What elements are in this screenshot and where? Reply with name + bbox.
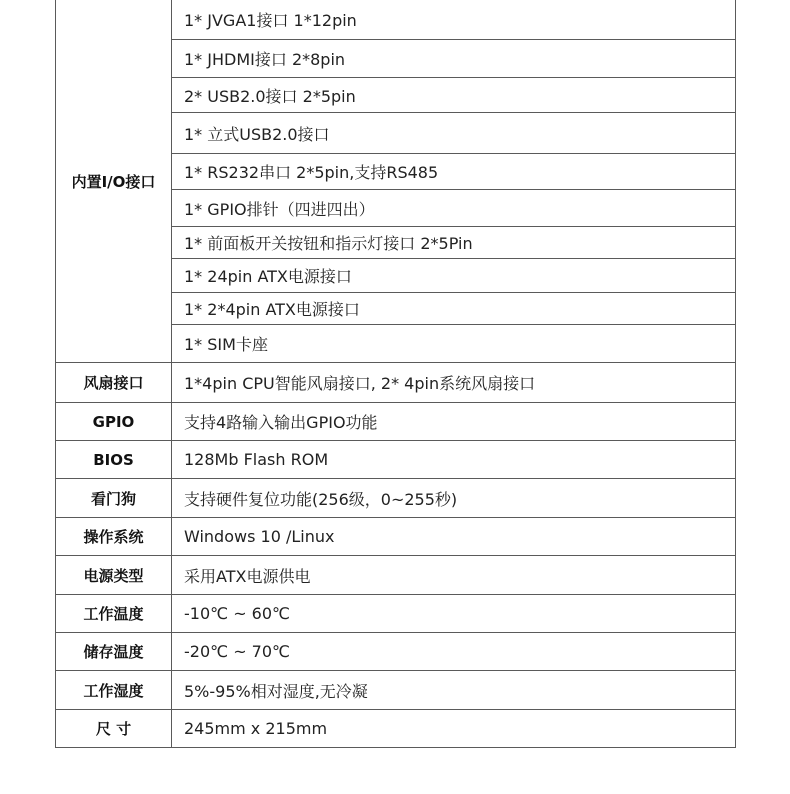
spec-value-os: Windows 10 /Linux: [172, 518, 736, 556]
spec-label-os: 操作系统: [56, 518, 172, 556]
io-item: 2* USB2.0接口 2*5pin: [172, 78, 736, 113]
table-row: [56, 595, 736, 633]
spec-label-dimensions: 尺 寸: [56, 710, 172, 748]
table-row: [56, 0, 736, 40]
spec-value-operating-temp: -10℃ ~ 60℃: [172, 595, 736, 633]
io-item: 1* 24pin ATX电源接口: [172, 259, 736, 293]
table-row: [56, 671, 736, 710]
io-section-label: 内置I/O接口: [56, 0, 172, 363]
spec-value-fan: 1*4pin CPU智能风扇接口, 2* 4pin系统风扇接口: [172, 363, 736, 403]
spec-label-gpio: GPIO: [56, 403, 172, 441]
io-item: 1* 立式USB2.0接口: [172, 113, 736, 154]
table-row: [56, 363, 736, 403]
spec-value-humidity: 5%-95%相对湿度,无冷凝: [172, 671, 736, 710]
io-item: 1* SIM卡座: [172, 325, 736, 363]
io-item: 1* 2*4pin ATX电源接口: [172, 293, 736, 325]
io-item: 1* 前面板开关按钮和指示灯接口 2*5Pin: [172, 227, 736, 259]
table-row: [56, 441, 736, 479]
io-item: 1* RS232串口 2*5pin,支持RS485: [172, 154, 736, 190]
io-item: 1* GPIO排针（四进四出）: [172, 190, 736, 227]
table-row: [56, 518, 736, 556]
spec-label-bios: BIOS: [56, 441, 172, 479]
spec-label-operating-temp: 工作温度: [56, 595, 172, 633]
table-row: [56, 479, 736, 518]
spec-value-storage-temp: -20℃ ~ 70℃: [172, 633, 736, 671]
spec-label-storage-temp: 储存温度: [56, 633, 172, 671]
table-row: [56, 403, 736, 441]
io-item: 1* JVGA1接口 1*12pin: [172, 0, 736, 40]
spec-label-watchdog: 看门狗: [56, 479, 172, 518]
table-row: [56, 710, 736, 748]
spec-value-power: 采用ATX电源供电: [172, 556, 736, 595]
spec-label-humidity: 工作湿度: [56, 671, 172, 710]
spec-label-power: 电源类型: [56, 556, 172, 595]
spec-table: [55, 0, 736, 748]
spec-value-gpio: 支持4路输入输出GPIO功能: [172, 403, 736, 441]
spec-value-dimensions: 245mm x 215mm: [172, 710, 736, 748]
table-row: [56, 633, 736, 671]
table-row: [56, 556, 736, 595]
spec-label-fan: 风扇接口: [56, 363, 172, 403]
spec-value-watchdog: 支持硬件复位功能(256级，0~255秒): [172, 479, 736, 518]
io-item: 1* JHDMI接口 2*8pin: [172, 40, 736, 78]
spec-value-bios: 128Mb Flash ROM: [172, 441, 736, 479]
